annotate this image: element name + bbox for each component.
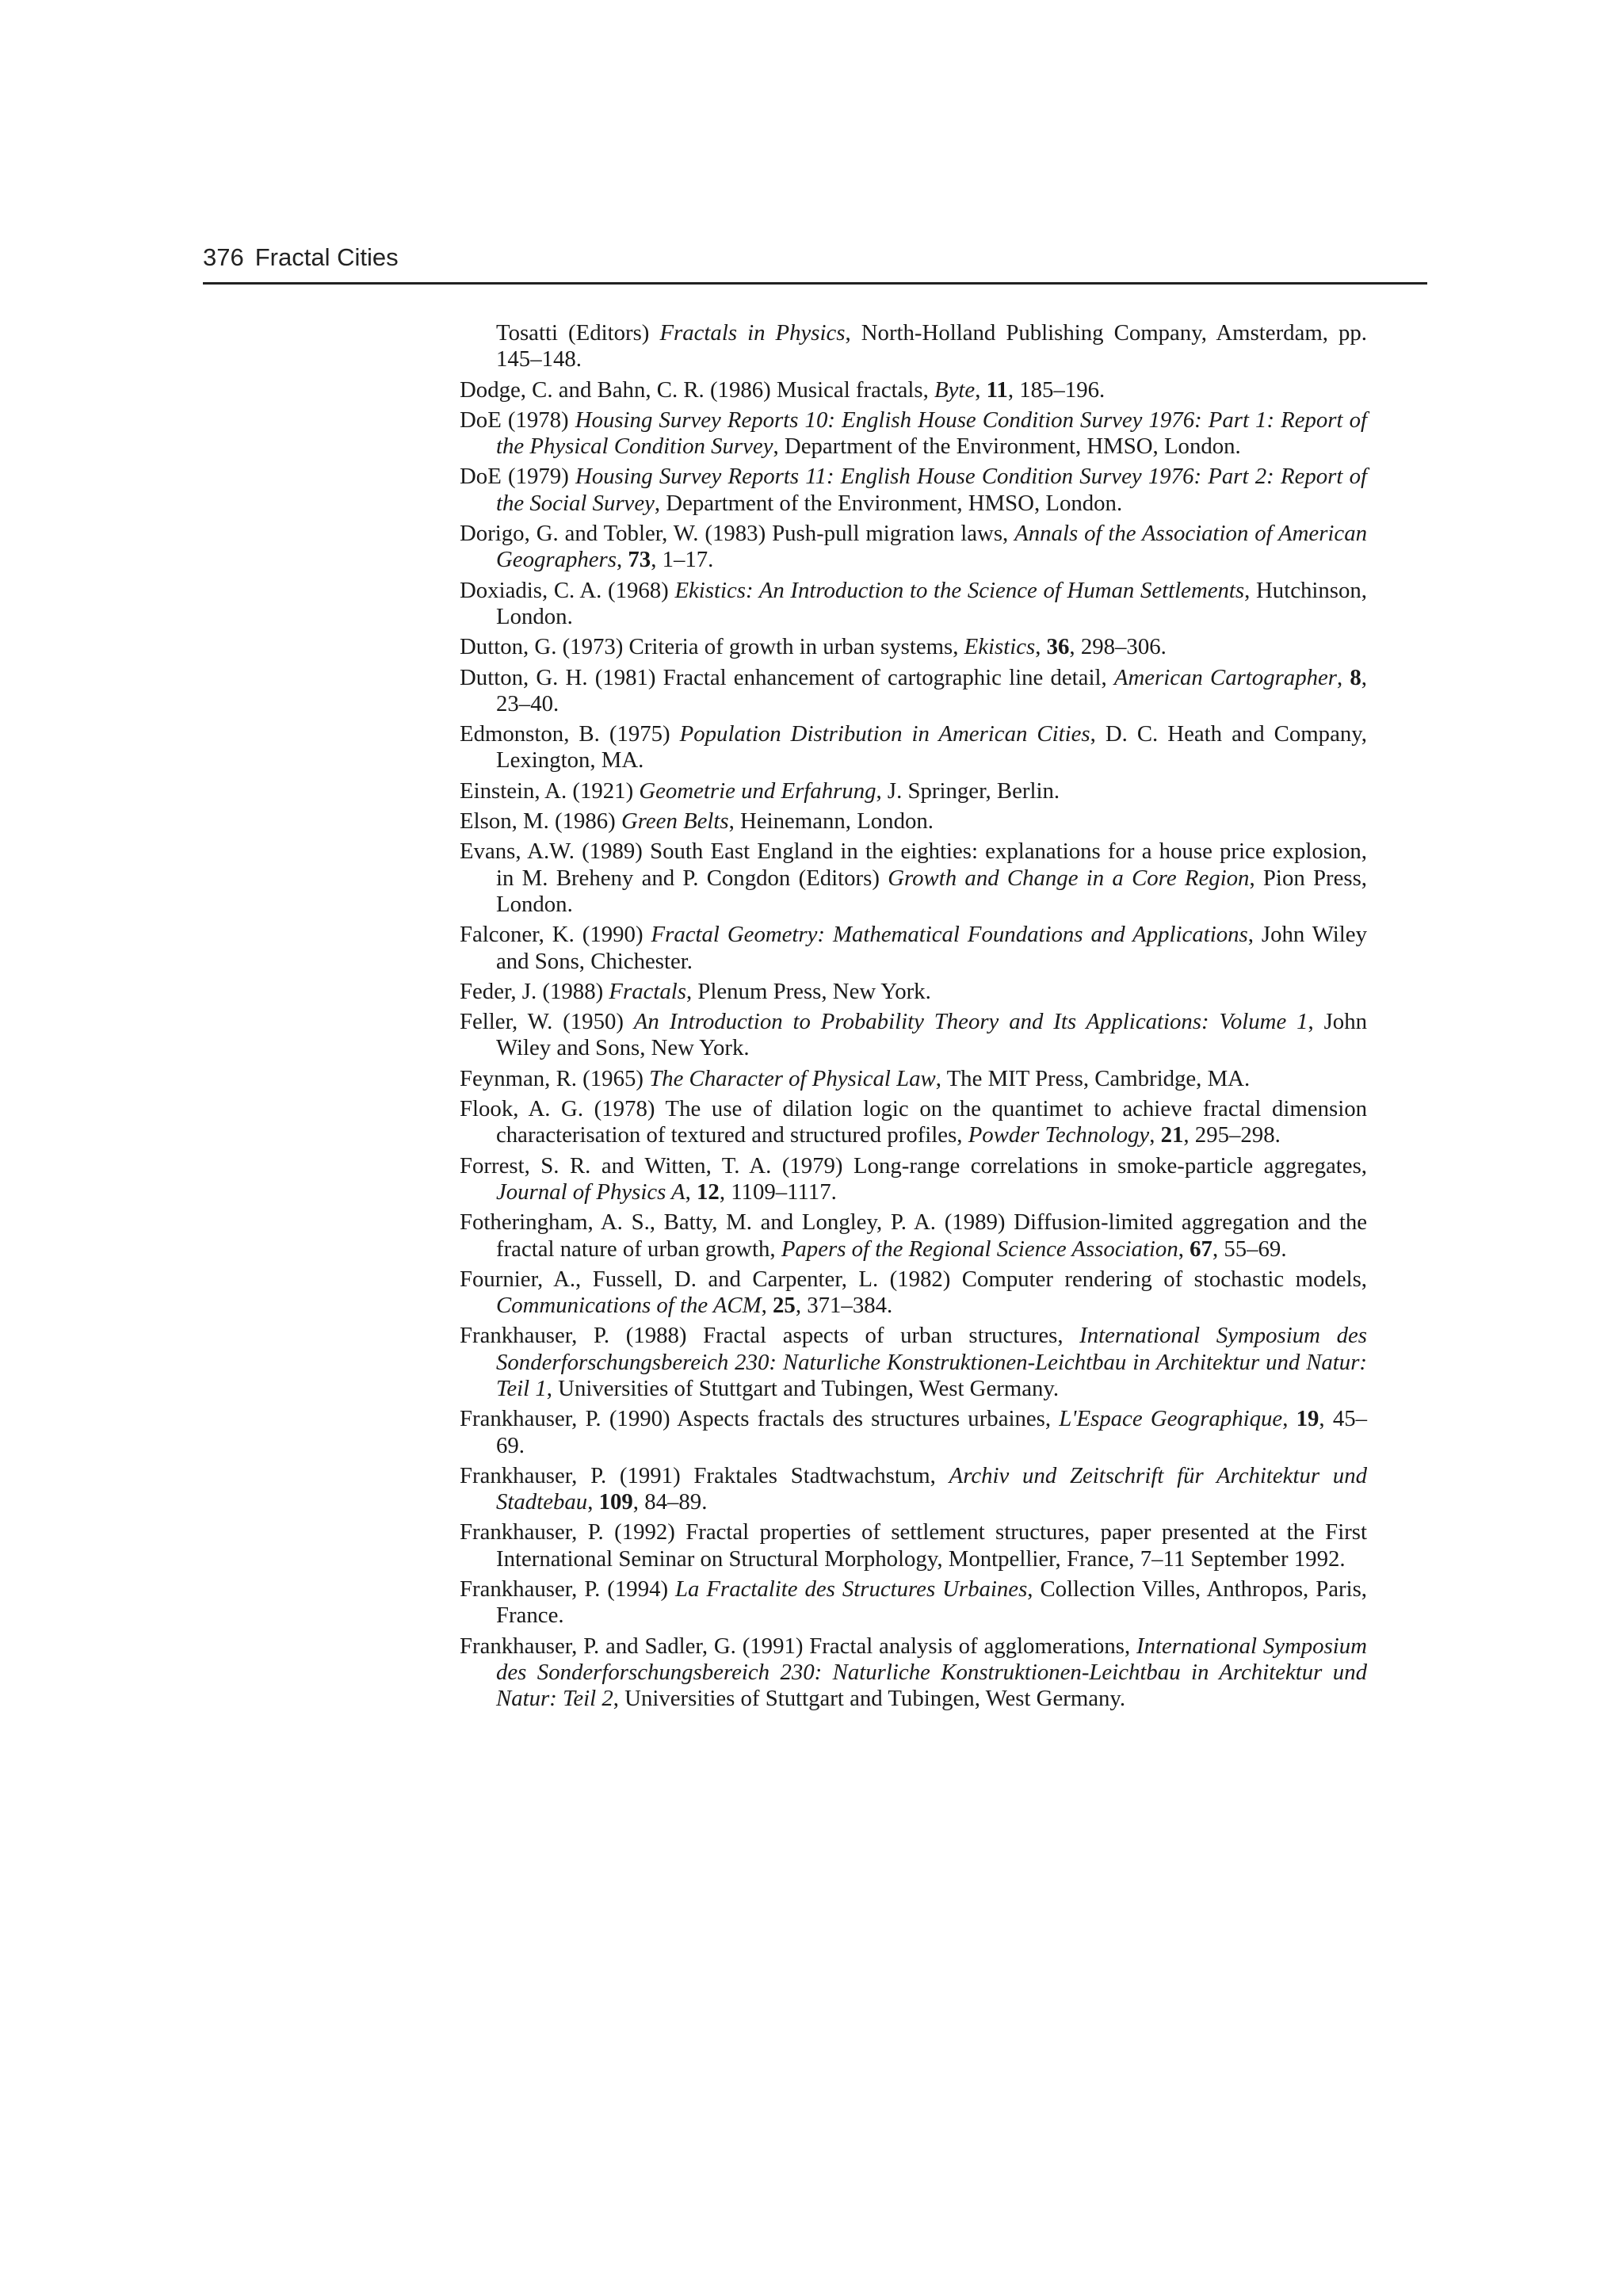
reference-italic-text: Geometrie und Erfahrung	[639, 777, 876, 804]
reference-italic-text: Population Distribution in American Cities	[679, 721, 1090, 747]
reference-text: Forrest, S. R. and Witten, T. A. (1979) Long-range correlations in smoke-particle aggregates,	[460, 1152, 1367, 1179]
reference-volume: 109	[598, 1489, 633, 1515]
reference-text: Frankhauser, P. (1990) Aspects fractals des structures urbaines,	[460, 1406, 1060, 1432]
reference-text: , Heinemann, London.	[728, 808, 934, 835]
running-title: Fractal Cities	[254, 243, 399, 271]
reference-entry	[460, 1066, 1367, 1092]
reference-volume: 73	[628, 547, 651, 573]
reference-text: , Universities of Stuttgart and Tubingen, West Germany.	[613, 1686, 1126, 1712]
reference-text: Edmonston, B. (1975)	[460, 721, 680, 747]
page-number: 376	[203, 243, 244, 271]
reference-text: Dorigo, G. and Tobler, W. (1983) Push-pull migration laws,	[460, 521, 1015, 547]
reference-text: , Department of the Environment, HMSO, London.	[654, 490, 1123, 516]
reference-text: , John Wiley and Sons, New York.	[496, 1009, 1367, 1061]
reference-volume: 11	[986, 376, 1008, 403]
reference-text: ,	[761, 1293, 773, 1319]
reference-text: Dutton, G. H. (1981) Fractal enhancement of cartographic line detail,	[460, 664, 1114, 690]
reference-text: , 1109–1117.	[719, 1179, 837, 1205]
reference-text: Frankhauser, P. (1991) Fraktales Stadtwachstum,	[460, 1462, 949, 1488]
reference-text: Doxiadis, C. A. (1968)	[460, 577, 675, 603]
reference-entry	[460, 1153, 1367, 1206]
reference-entry	[460, 1209, 1367, 1263]
reference-text: , 23–40.	[496, 664, 1367, 716]
reference-text: Frankhauser, P. (1988) Fractal aspects of urban structures,	[460, 1323, 1080, 1349]
reference-text: ,	[685, 1179, 697, 1205]
reference-italic-text: Ekistics	[964, 634, 1036, 660]
reference-entry	[460, 1519, 1367, 1572]
reference-entry	[460, 1323, 1367, 1402]
reference-entry	[460, 1009, 1367, 1062]
reference-text: , 55–69.	[1212, 1236, 1287, 1262]
reference-text: , 1–17.	[651, 547, 714, 573]
reference-text: ,	[1282, 1406, 1296, 1432]
reference-entry	[460, 1633, 1367, 1713]
reference-italic-text: International Symposium des Sonderforschungsbereich 230: Naturliche Konstruktionen-Leichtbau in Architektur und Natur: Teil 2	[496, 1633, 1367, 1712]
reference-text: Elson, M. (1986)	[460, 808, 621, 835]
reference-volume: 21	[1160, 1122, 1184, 1148]
reference-italic-text: International Symposium des Sonderforschungsbereich 230: Naturliche Konstruktionen-Leichtbau in Architektur und Natur: Teil 1	[496, 1323, 1367, 1401]
reference-entry	[460, 464, 1367, 517]
reference-text: , Plenum Press, New York.	[685, 978, 931, 1004]
reference-text: ,	[616, 547, 628, 573]
reference-entry	[460, 808, 1367, 835]
reference-text: , 84–89.	[632, 1489, 708, 1515]
reference-italic-text: An Introduction to Probability Theory and Its Applications: Volume 1	[633, 1009, 1308, 1035]
reference-volume: 12	[697, 1179, 720, 1205]
reference-entry	[460, 979, 1367, 1005]
reference-italic-text: Housing Survey Reports 10: English House Condition Survey 1976: Part 1: Report of the Physical Condition Survey	[496, 407, 1367, 460]
reference-text: ,	[587, 1489, 599, 1515]
reference-text: , 298–306.	[1069, 634, 1167, 660]
reference-text: ,	[1035, 634, 1047, 660]
reference-italic-text: Annals of the Association of American Geographers	[496, 521, 1367, 573]
reference-entry	[460, 578, 1367, 631]
reference-text: , 371–384.	[795, 1293, 893, 1319]
reference-italic-text: Ekistics: An Introduction to the Science of Human Settlements	[674, 577, 1245, 603]
reference-italic-text: American Cartographer	[1113, 664, 1337, 690]
reference-italic-text: Archiv und Zeitschrift für Architektur und Stadtebau	[496, 1462, 1367, 1515]
reference-text: Evans, A.W. (1989) South East England in the eighties: explanations for a house price explosion, in M. Breheny and P. Congdon (Editors)	[460, 839, 1367, 891]
reference-entry	[460, 1406, 1367, 1459]
reference-italic-text: Journal of Physics A	[496, 1179, 685, 1205]
reference-text: ,	[1149, 1122, 1161, 1148]
reference-text: DoE (1978)	[460, 407, 575, 433]
reference-volume: 8	[1350, 664, 1361, 690]
reference-entry	[460, 665, 1367, 718]
reference-text: , J. Springer, Berlin.	[876, 777, 1060, 804]
page-header	[203, 242, 1427, 285]
reference-italic-text: Housing Survey Reports 11: English House Condition Survey 1976: Part 2: Report of the Social Survey	[496, 464, 1367, 516]
reference-text: ,	[1337, 664, 1350, 690]
reference-entry	[460, 922, 1367, 975]
reference-text: , 45–69.	[496, 1406, 1368, 1458]
reference-text: , D. C. Heath and Company, Lexington, MA.	[496, 721, 1367, 774]
reference-text: , 185–196.	[1007, 376, 1106, 403]
reference-entry	[460, 377, 1367, 403]
reference-italic-text: Growth and Change in a Core Region	[888, 865, 1250, 891]
reference-text: , Department of the Environment, HMSO, London.	[773, 434, 1241, 460]
reference-text: Fournier, A., Fussell, D. and Carpenter, L. (1982) Computer rendering of stochastic models,	[460, 1266, 1367, 1292]
reference-text: Frankhauser, P. (1994)	[460, 1576, 676, 1603]
reference-entry	[460, 320, 1367, 373]
reference-entry	[460, 1576, 1367, 1629]
reference-italic-text: La Fractalite des Structures Urbaines	[675, 1576, 1028, 1603]
reference-italic-text: Fractals in Physics	[659, 320, 846, 346]
reference-entry	[460, 521, 1367, 574]
reference-text: Feder, J. (1988)	[460, 978, 609, 1004]
reference-text: Tosatti (Editors)	[496, 320, 660, 346]
reference-italic-text: Communications of the ACM	[496, 1293, 762, 1319]
running-head	[203, 242, 399, 273]
reference-entry	[460, 1096, 1367, 1149]
reference-italic-text: Byte	[934, 376, 976, 403]
reference-entry	[460, 634, 1367, 660]
reference-italic-text: Fractal Geometry: Mathematical Foundations and Applications	[651, 922, 1248, 948]
reference-text: DoE (1979)	[460, 464, 576, 490]
reference-text: , Pion Press, London.	[496, 865, 1368, 917]
reference-entry	[460, 407, 1367, 460]
reference-text: , Hutchinson, London.	[496, 577, 1367, 629]
reference-italic-text: Fractals	[609, 978, 686, 1004]
reference-entry	[460, 1266, 1367, 1320]
reference-text: Fotheringham, A. S., Batty, M. and Longley, P. A. (1989) Diffusion-limited aggregation and the fractal nature of urban growth,	[460, 1209, 1367, 1262]
reference-list	[460, 320, 1367, 1717]
reference-italic-text: Green Belts	[621, 808, 729, 835]
reference-italic-text: Powder Technology	[968, 1122, 1150, 1148]
reference-text: ,	[975, 376, 987, 403]
reference-text: , The MIT Press, Cambridge, MA.	[935, 1065, 1251, 1091]
reference-text: Frankhauser, P. (1992) Fractal properties of settlement structures, paper presented at the First International Seminar on Structural Morphology, Montpellier, France, 7–11 September 1992.	[460, 1519, 1367, 1572]
reference-text: Dutton, G. (1973) Criteria of growth in urban systems,	[460, 634, 964, 660]
reference-entry	[460, 1463, 1367, 1516]
reference-italic-text: The Character of Physical Law	[649, 1065, 936, 1091]
reference-volume: 36	[1046, 634, 1070, 660]
reference-text: Dodge, C. and Bahn, C. R. (1986) Musical fractals,	[460, 376, 935, 403]
reference-volume: 19	[1296, 1406, 1319, 1432]
reference-entry	[460, 839, 1367, 918]
reference-text: Feller, W. (1950)	[460, 1009, 634, 1035]
reference-text: , 295–298.	[1183, 1122, 1281, 1148]
reference-italic-text: Papers of the Regional Science Association	[781, 1236, 1178, 1262]
reference-text: Einstein, A. (1921)	[460, 777, 640, 804]
reference-text: ,	[1178, 1236, 1190, 1262]
reference-text: Feynman, R. (1965)	[460, 1065, 650, 1091]
reference-italic-text: L'Espace Geographique	[1059, 1406, 1283, 1432]
reference-entry	[460, 721, 1367, 774]
reference-text: , Universities of Stuttgart and Tubingen, West Germany.	[546, 1375, 1060, 1401]
reference-text: , North-Holland Publishing Company, Amsterdam, pp. 145–148.	[496, 320, 1367, 372]
reference-entry	[460, 778, 1367, 804]
reference-volume: 67	[1190, 1236, 1212, 1262]
reference-text: , Collection Villes, Anthropos, Paris, France.	[496, 1576, 1367, 1629]
reference-text: Frankhauser, P. and Sadler, G. (1991) Fractal analysis of agglomerations,	[460, 1633, 1137, 1659]
reference-text: , John Wiley and Sons, Chichester.	[496, 922, 1367, 974]
reference-text: Flook, A. G. (1978) The use of dilation logic on the quantimet to achieve fractal dimension characterisation of textured and structured profiles,	[460, 1096, 1367, 1148]
reference-text: Falconer, K. (1990)	[460, 922, 651, 948]
reference-volume: 25	[773, 1293, 796, 1319]
